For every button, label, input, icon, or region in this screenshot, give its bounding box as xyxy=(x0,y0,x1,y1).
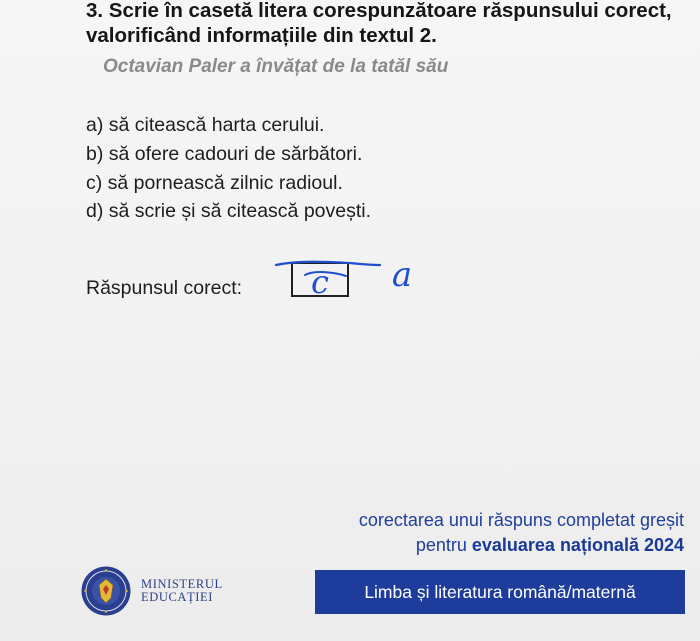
corrected-answer: a xyxy=(391,255,413,295)
option-b: b) să ofere cadouri de sărbători. xyxy=(86,143,363,165)
question-title: 3. Scrie în casetă litera corespunzătoare răspunsului corect, valorificând informațiile din textul 2. xyxy=(86,0,672,47)
ministry-seal-icon xyxy=(80,565,132,617)
ministry-line1: MINISTERUL xyxy=(141,577,223,591)
subject-banner: Limba și literatura română/maternă xyxy=(315,570,685,614)
option-c: c) să pornească zilnic radioul. xyxy=(86,172,343,194)
footer-highlight: evaluarea națională 2024 xyxy=(471,535,684,555)
answer-label: Răspunsul corect: xyxy=(86,277,243,299)
footer-caption-line1: corectarea unui răspuns completat greșit xyxy=(358,510,684,530)
answer-box xyxy=(270,248,440,308)
option-d: d) să scrie și să citească povești. xyxy=(86,200,372,222)
option-a: a) să citească harta cerului. xyxy=(86,114,325,136)
ministry-line2: EDUCAȚIEI xyxy=(141,590,214,604)
question-subtitle: Octavian Paler a învățat de la tatăl său xyxy=(103,56,449,77)
footer-caption-line2 xyxy=(416,535,684,556)
footer-prefix: pentru xyxy=(415,535,467,555)
ministry-name xyxy=(141,578,223,604)
crossed-answer: c xyxy=(311,263,329,301)
